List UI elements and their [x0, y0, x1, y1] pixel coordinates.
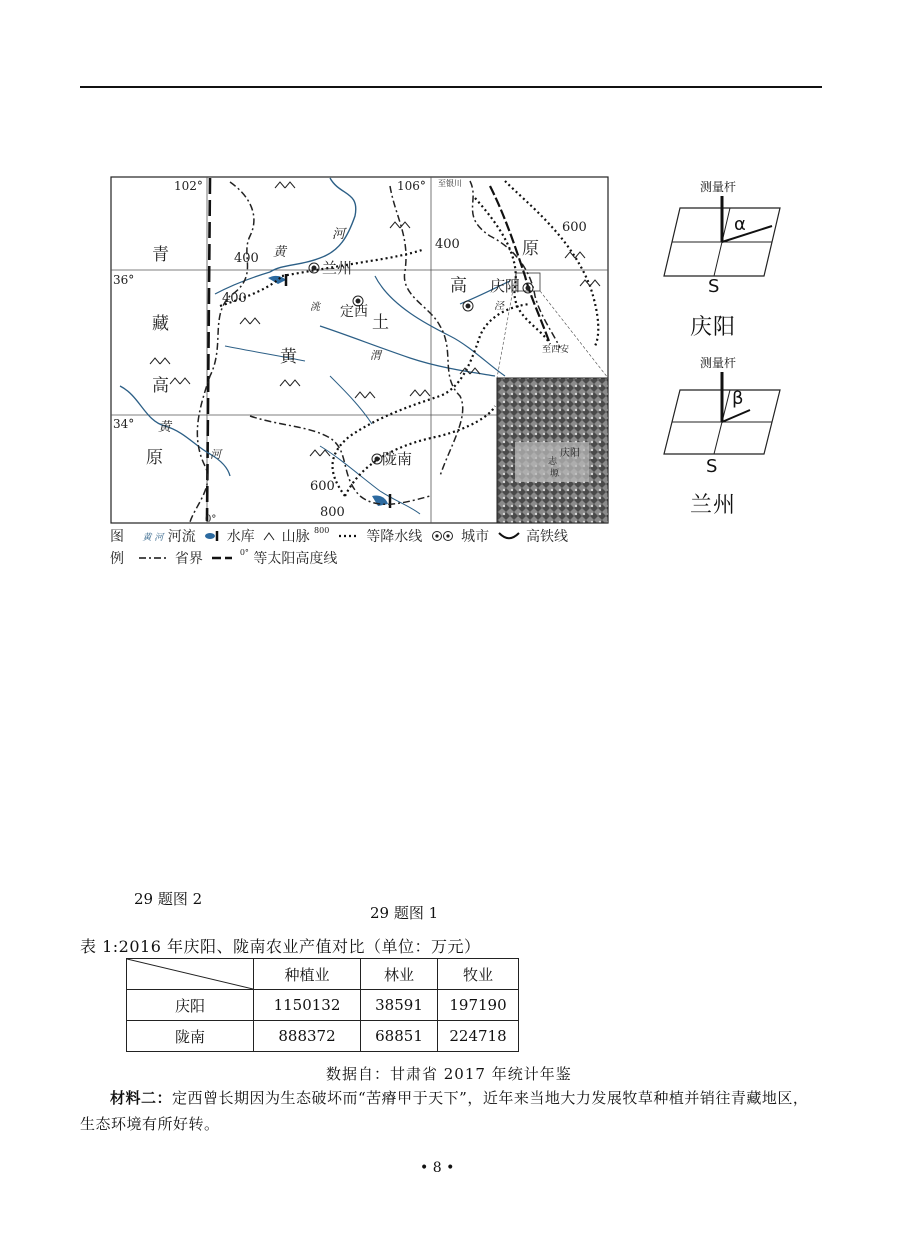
legend-river-sample: 黄 河 [142, 532, 164, 543]
high-speed-rail [490, 186, 550, 344]
legend-row-1 [110, 526, 568, 546]
legend-reservoir-label: 水库 [226, 529, 255, 545]
label-isohyet-400b: 400 [222, 291, 247, 306]
legend-isohyet-label: 等降水线 [366, 529, 423, 545]
isohyet-400-east [475, 198, 550, 344]
label-river-tao: 洮 [310, 302, 320, 313]
label-to-yinchuan: 至银川 [438, 179, 462, 188]
province-border-east [470, 181, 560, 348]
legend-solar-label: 等太阳高度线 [253, 551, 338, 567]
label-inset-qingyang: 庆阳 [560, 448, 580, 459]
pole-diagram-lanzhou [660, 354, 790, 524]
label-lon-106: 106° [397, 179, 426, 193]
table-cell: 197190 [438, 990, 519, 1021]
label-loess-4: 原 [522, 239, 539, 259]
table-cell: 38591 [361, 990, 438, 1021]
diagonal-line [127, 959, 253, 989]
caption-fig2: 29 题图 2 [134, 890, 203, 908]
table-cell-region: 陇南 [127, 1021, 254, 1052]
south-label: S [708, 276, 720, 297]
legend-isohyet-value: 800 [314, 526, 330, 535]
label-lat-34: 34° [113, 417, 135, 431]
legend-isohyet-icon [338, 531, 360, 541]
label-isohyet-400a: 400 [234, 251, 259, 266]
pole-plane-svg [660, 196, 790, 306]
table-header-forestry: 林业 [361, 959, 438, 990]
label-isohyet-600b: 600 [310, 479, 335, 494]
pole-diagram-qingyang [660, 176, 790, 340]
label-river-huang-2: 黄 [158, 420, 172, 435]
table-cell: 1150132 [254, 990, 361, 1021]
table-cell: 224718 [438, 1021, 519, 1052]
map-canvas [110, 176, 610, 576]
reservoir-lanzhou [268, 276, 286, 284]
label-river-he: 河 [332, 227, 346, 242]
label-city-dingxi: 定西 [340, 304, 368, 320]
isohyet-600-east [505, 181, 598, 346]
province-border-west [190, 182, 254, 522]
label-inset-zhi: 志 [548, 457, 558, 467]
river-tao [330, 376, 372, 424]
table-title: 表 1:2016 年庆阳、陇南农业产值对比（单位：万元） [80, 937, 481, 956]
city-label-qingyang: 庆阳 [690, 315, 737, 340]
legend-railway-icon [498, 530, 520, 542]
agriculture-table [126, 958, 519, 1052]
pole-label: 测量杆 [700, 356, 737, 370]
label-loess-2: 土 [372, 313, 389, 333]
table-cell: 68851 [361, 1021, 438, 1052]
label-isohyet-400c: 400 [435, 237, 460, 252]
legend-mountain-icon [263, 530, 275, 542]
legend-reservoir-icon [204, 530, 220, 542]
legend-solar-icon [211, 553, 233, 563]
table-row [127, 1021, 519, 1052]
isohyet-800 [345, 406, 495, 496]
table-row [127, 990, 519, 1021]
province-border-inner [390, 186, 463, 476]
legend-city-icon [431, 530, 455, 542]
legend-railway-label: 高铁线 [526, 529, 569, 545]
material-text: 定西曾长期因为生态破坏而“苦瘠甲于天下”，近年来当地大力发展牧草种植并销往青藏地区，生态环境有所好转。 [80, 1089, 809, 1133]
label-qinghai-tibet-3: 高 [152, 376, 169, 396]
angle-alpha: α [734, 214, 746, 235]
page-number: • 8 • [420, 1160, 455, 1176]
label-isohyet-800: 800 [320, 505, 345, 520]
label-isohyet-600a: 600 [562, 220, 587, 235]
table-header-livestock: 牧业 [438, 959, 519, 990]
label-qinghai-tibet-1: 青 [152, 245, 169, 265]
legend-border-icon [138, 553, 168, 563]
label-inset-yuan: 塬 [550, 469, 560, 479]
map-figure [110, 176, 610, 576]
material-paragraph [80, 1085, 822, 1137]
legend-river-label: 河流 [167, 529, 196, 545]
label-loess-1: 黄 [280, 347, 297, 367]
label-solar-0: 0° [205, 514, 217, 525]
pole-label: 测量杆 [700, 180, 737, 194]
table-header-row [127, 959, 519, 990]
legend-border-label: 省界 [174, 551, 203, 567]
city-label-lanzhou: 兰州 [690, 493, 737, 518]
table-corner-cell [127, 959, 254, 990]
label-river-he-2: 河 [210, 448, 221, 461]
label-loess-3: 高 [450, 276, 467, 296]
caption-fig1: 29 题图 1 [370, 904, 439, 922]
solar-altitude-line [207, 178, 210, 521]
table-header-planting: 种植业 [254, 959, 361, 990]
table-cell-region: 庆阳 [127, 990, 254, 1021]
legend-mountain-label: 山脉 [281, 529, 310, 545]
label-lat-36: 36° [113, 273, 135, 287]
angle-beta: β [732, 388, 744, 409]
legend-title-1: 图 [110, 529, 124, 545]
legend-city-label: 城市 [461, 529, 490, 545]
label-lon-102: 102° [174, 179, 203, 193]
label-city-qingyang: 庆阳 [490, 277, 521, 295]
material-label: 材料二： [110, 1089, 173, 1107]
header-rule [80, 86, 822, 88]
label-river-wei: 渭 [370, 349, 381, 362]
pole-plane-svg [660, 372, 790, 482]
label-river-jing: 泾 [494, 301, 504, 312]
label-qinghai-tibet-4: 原 [146, 448, 163, 468]
label-qinghai-tibet-2: 藏 [152, 314, 169, 334]
river-yellow-lower [120, 386, 230, 476]
legend-title-2: 例 [110, 551, 124, 567]
label-to-xian: 至西安 [542, 345, 570, 355]
label-city-lanzhou: 兰州 [322, 259, 353, 277]
table-source: 数据自：甘肃省 2017 年统计年鉴 [326, 1065, 572, 1083]
shadow-line [722, 226, 772, 242]
south-label: S [706, 456, 718, 477]
label-city-longnan: 陇南 [382, 450, 413, 468]
legend-solar-value: 0° [239, 548, 249, 557]
shadow-line [722, 410, 750, 422]
table-cell: 888372 [254, 1021, 361, 1052]
legend-row-2 [110, 548, 337, 568]
label-river-huang: 黄 [273, 245, 287, 260]
